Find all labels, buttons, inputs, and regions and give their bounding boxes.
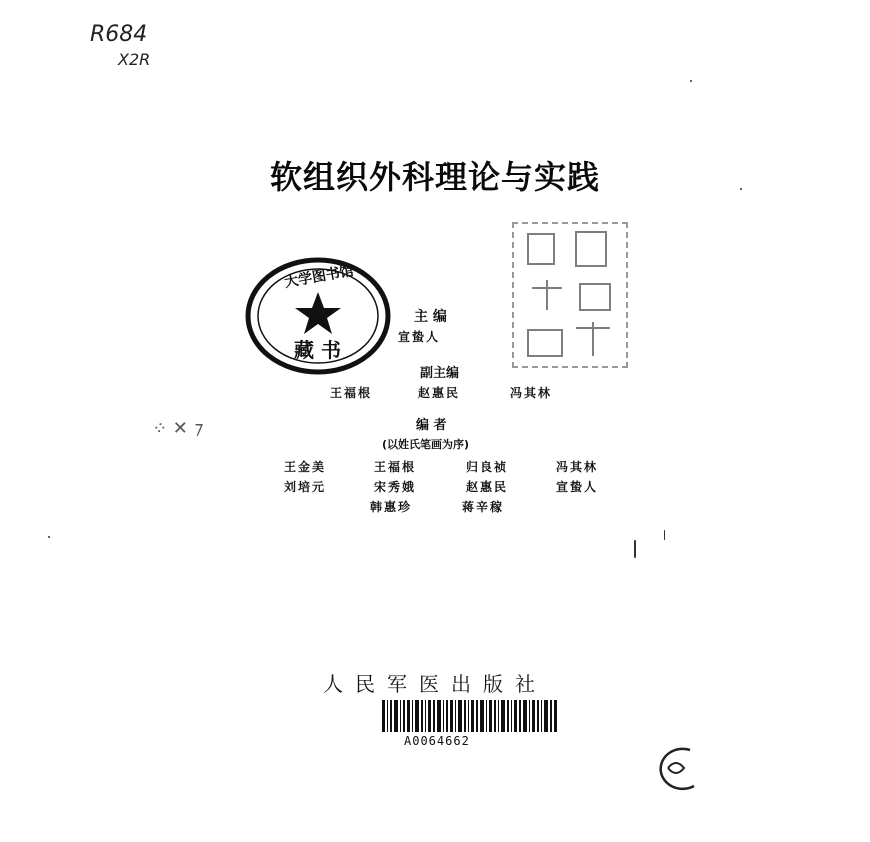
editor-name: 赵惠民 (466, 480, 509, 494)
editor-name: 宣蛰人 (556, 480, 599, 494)
stamp-bottom-text: 藏 书 (294, 338, 341, 362)
barcode-number: A0064662 (404, 734, 470, 748)
handwritten-call-number-line2: X2R (118, 50, 151, 69)
publisher-name: 人民军医出版社 (323, 672, 547, 696)
library-stamp (244, 256, 392, 376)
round-mark-graphic (650, 744, 714, 792)
editor-name: 王福根 (374, 460, 417, 474)
handwritten-call-number-line1: R684 (90, 22, 148, 47)
scan-line-mark (634, 540, 636, 558)
barcode (382, 700, 558, 732)
editors-order-note: (以姓氏笔画为序) (382, 438, 470, 451)
editor-name: 王金美 (284, 460, 327, 474)
faded-seal (512, 222, 628, 368)
editor-name: 蒋辛稼 (462, 500, 505, 514)
editor-name: 归良祯 (466, 460, 509, 474)
scan-scribble: ⁘ ✕ ⁊ (152, 418, 203, 439)
book-title: 软组织外科理论与实践 (269, 158, 600, 196)
deputy-editor-name: 赵惠民 (418, 386, 461, 400)
round-mark (650, 744, 714, 792)
chief-editor-label: 主 编 (414, 309, 447, 325)
stamp-text: 大学图书馆 (283, 263, 356, 291)
editors-label: 编 者 (416, 418, 447, 433)
deputy-editors-label: 副主编 (420, 366, 460, 381)
scan-speck (690, 80, 692, 82)
deputy-editor-name: 冯其林 (510, 386, 553, 400)
barcode-bars (382, 700, 558, 732)
editor-name: 宋秀娥 (374, 480, 417, 494)
editor-name: 韩惠珍 (370, 500, 413, 514)
scan-speck (48, 536, 50, 538)
editor-name: 刘培元 (284, 480, 327, 494)
scan-speck (740, 188, 742, 190)
chief-editor-name: 宣蛰人 (398, 330, 441, 344)
scan-line-mark (664, 530, 665, 540)
faded-seal-graphic (514, 224, 626, 366)
editor-name: 冯其林 (556, 460, 599, 474)
deputy-editor-name: 王福根 (330, 386, 373, 400)
